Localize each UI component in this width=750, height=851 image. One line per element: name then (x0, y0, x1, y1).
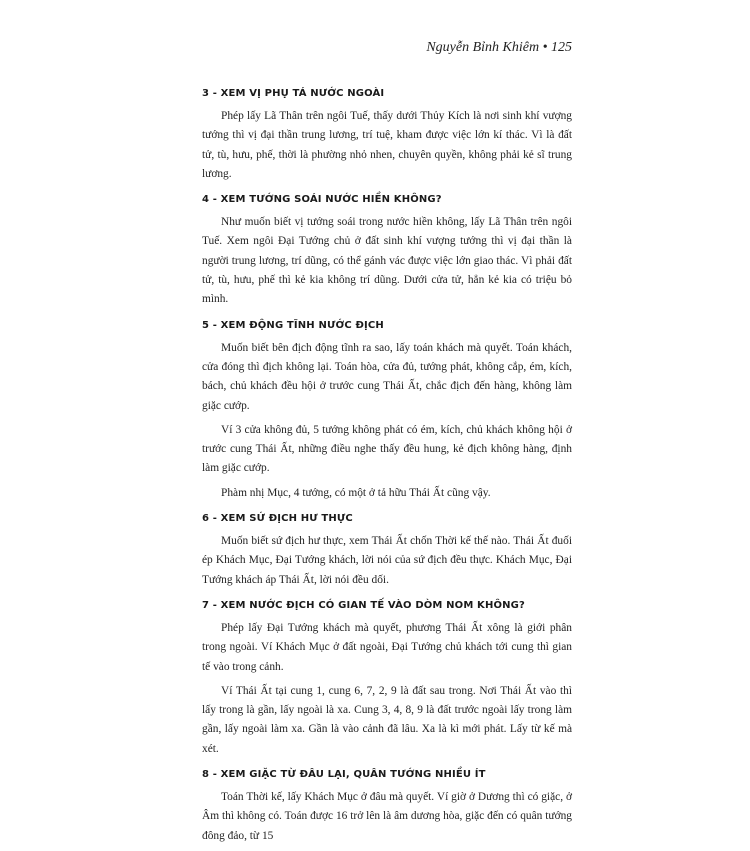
paragraph: Ví 3 cửa không đủ, 5 tướng không phát có ém, kích, chủ khách không hội ở trước cung Thái Ất, những điều nghe thấy đều hung, kẻ địch không hàng, định làm giặc cướp. (202, 423, 572, 475)
paragraph: Ví Thái Ất tại cung 1, cung 6, 7, 2, 9 là đất sau trong. Nơi Thái Ất vào thì lấy trong là gần, lấy ngoài là xa. Cung 3, 4, 8, 9 là đất trước ngoài lấy trong làm gần, lấy ngoài làm xa. Gần là vào cảnh đã lâu. Xa là kì mới phát. Lấy từ kế mà xét. (202, 684, 572, 755)
section-8 (202, 769, 572, 846)
paragraph: Toán Thời kế, lấy Khách Mục ở đâu mà quyết. Ví giờ ở Dương thì có giặc, ở Âm thì không có. Toán được 16 trở lên là âm dương hòa, giặc đến có quân tướng đông đảo, từ 15 (202, 791, 572, 842)
section-heading: 3 - XEM VỊ PHỤ TÁ NƯỚC NGOÀI (202, 88, 385, 99)
running-header: Nguyễn Bỉnh Khiêm • 125 (426, 40, 572, 55)
section-heading: 6 - XEM SỨ ĐỊCH HƯ THỰC (202, 513, 353, 525)
section-6 (202, 513, 572, 590)
paragraph: Phép lấy Lã Thân trên ngôi Tuế, thấy dưới Thủy Kích là nơi sinh khí vượng tướng thì vị đại thần trung lương, trí tuệ, kham được việc lớn kí thác. Vì là đất tử, tù, hưu, phế, thời là phường nhỏ nhen, chuyên quyền, không phải kẻ sĩ trung lương. (202, 110, 572, 180)
section-heading: 5 - XEM ĐỘNG TĨNH NƯỚC ĐỊCH (202, 319, 384, 331)
section-heading: 7 - XEM NƯỚC ĐỊCH CÓ GIAN TẾ VÀO DÒM NOM KHÔNG? (202, 599, 525, 611)
paragraph: Như muốn biết vị tướng soái trong nước hiền không, lấy Lã Thân trên ngôi Tuế. Xem ngôi Đại Tướng chủ ở đất sinh khí vượng tướng thì vị đại thần là người trung lương, trí dũng, có thể gánh vác được việc lớn giao thác. Vì phải đất tử, tù, hưu, phế thì kẻ kia không trí dũng. Dưới cửa tử, hẳn kẻ kia có triệu bỏ mình. (202, 216, 572, 306)
section-3 (202, 88, 572, 184)
section-heading: 4 - XEM TƯỚNG SOÁI NƯỚC HIỀN KHÔNG? (202, 194, 442, 206)
paragraph: Muốn biết sứ địch hư thực, xem Thái Ất chốn Thời kế thế nào. Thái Ất đuối ép Khách Mục, Đại Tướng khách, lời nói của sứ địch đều thực. Khách Mục, Đại Tướng khách áp Thái Ất, lời nói đều dối. (202, 535, 572, 586)
section-heading: 8 - XEM GIẶC TỪ ĐÂU LẠI, QUÂN TƯỚNG NHIỀU ÍT (202, 769, 486, 781)
paragraph: Phàm nhị Mục, 4 tướng, có một ở tả hữu Thái Ất cũng vậy. (221, 486, 491, 499)
page-body (202, 88, 572, 851)
paragraph: Phép lấy Đại Tướng khách mà quyết, phương Thái Ất xông là giới phân trong ngoài. Ví Khách Mục ở đất ngoài, Đại Tướng chủ khách tới cung thì gian tế vào trong cảnh. (202, 621, 572, 673)
section-7 (202, 600, 572, 759)
section-4 (202, 194, 572, 309)
section-5 (202, 320, 572, 503)
paragraph: Muốn biết bên địch động tĩnh ra sao, lấy toán khách mà quyết. Toán khách, cửa đóng thì địch không lại. Toán hòa, cửa đủ, tướng phát, không cắp, ém, kích, bách, chủ khách đều hội ở trước cung Thái Ất, chắc địch đến hàng, không làm giặc cướp. (202, 341, 572, 412)
